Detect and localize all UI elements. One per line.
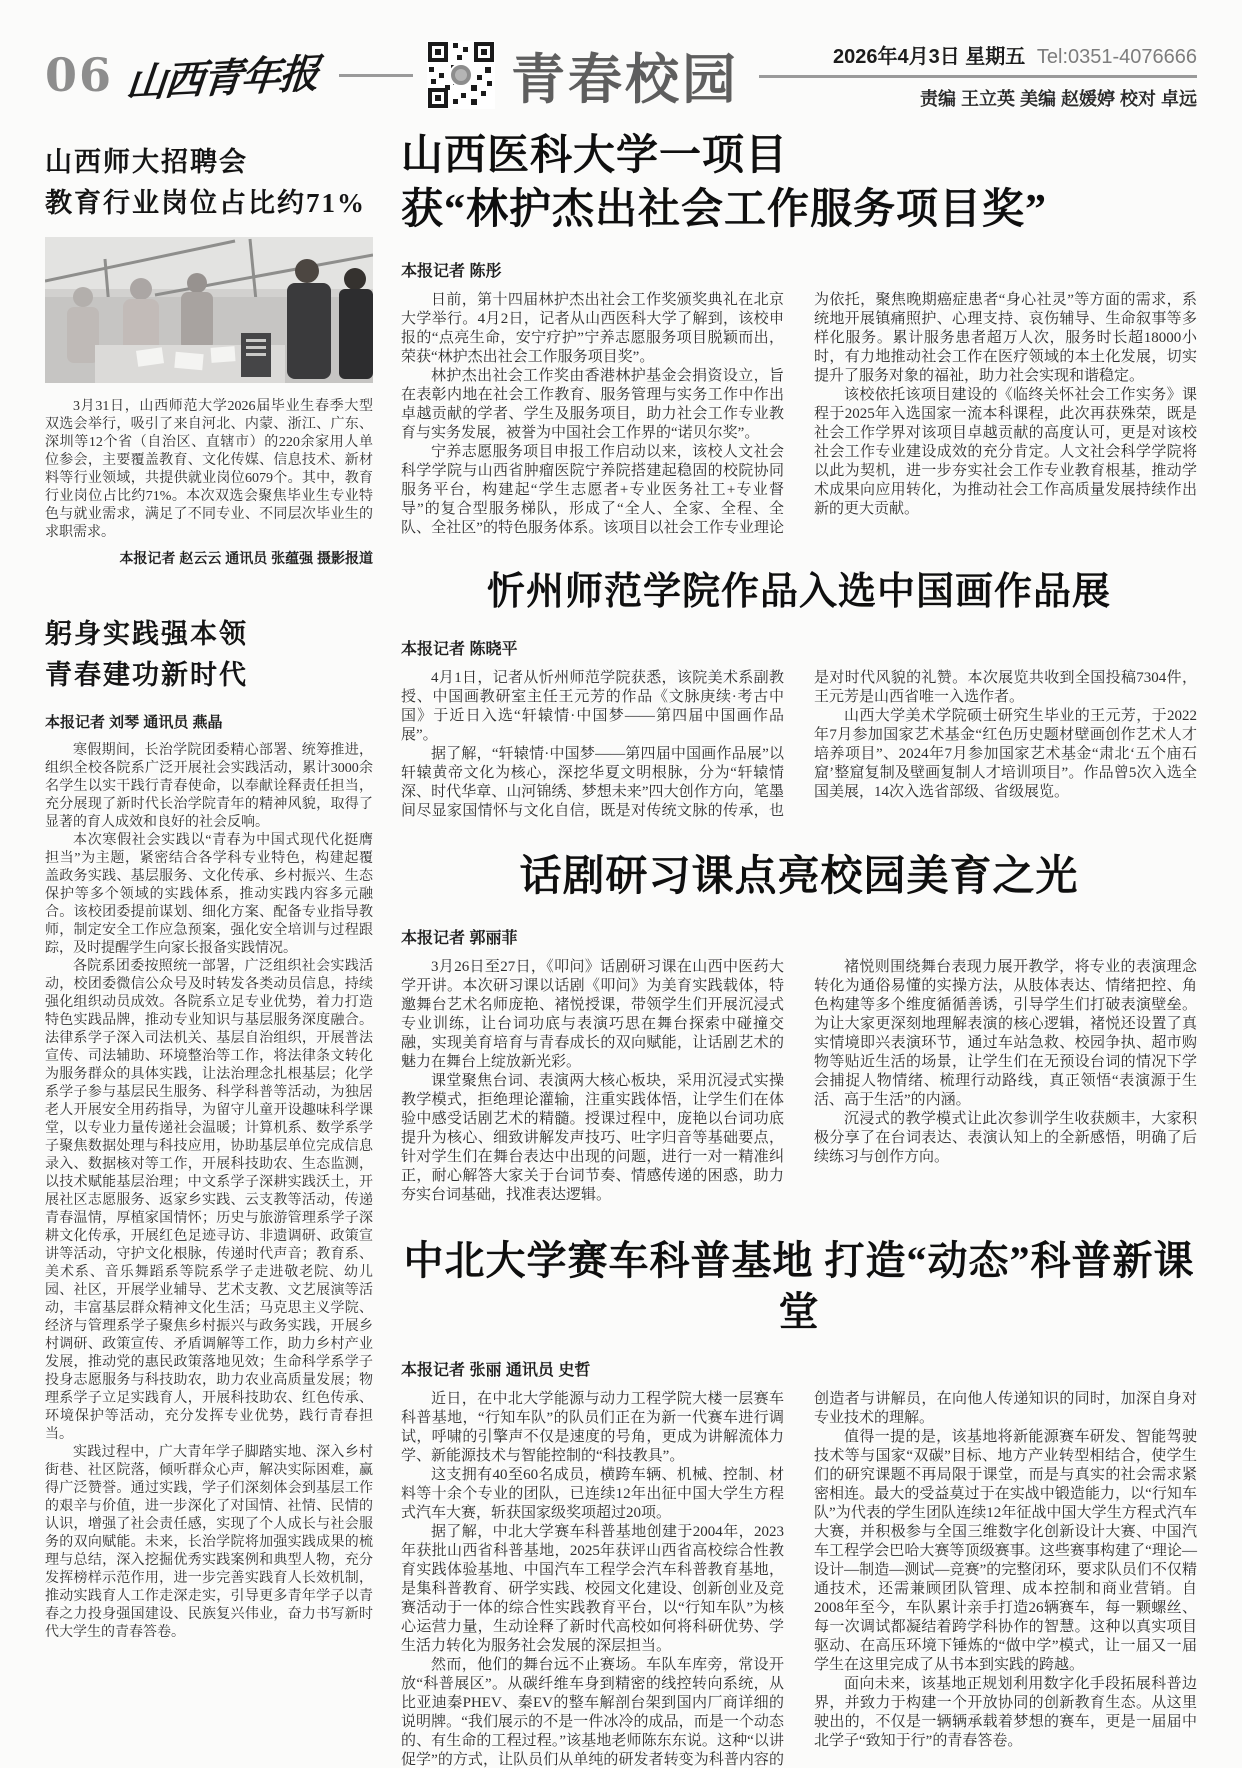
paragraph: 据了解，中北大学赛车科普基地创建于2004年，2023年获批山西省科普基地，2025年获评山西省高校综合性教育实践体验基地、中国汽车工程学会汽车科普教育基地，是集科普教育、研学实践、校园文化建设、创新创业及竞赛活动于一体的综合性实践教育平台，以“行知车队”为核心运营力量，生动诠释了新时代高校如何将科研优势、学生活力转化为服务社会发展的深层担当。: [401, 1524, 784, 1655]
header-rule-left: [339, 74, 413, 77]
paragraph: 值得一提的是，该基地将新能源赛车研发、智能驾驶技术等与国家“双碳”目标、地方产业转型相结合，使学生们的研究课题不再局限于课堂，而是与真实的社会需求紧密相连。最大的受益莫过于在实战中锻造能力，以“行知车队”为代表的学生团队连续12年征战中国大学生方程式汽车大赛，并积极参与全国三维数字化创新设计大赛、中国汽车工程学会巴哈大赛等顶级赛事。这些赛事构建了“理论—设计—制造—测试—竞赛”的完整闭环，要求队员们不仅精通技术，还需兼顾团队管理、成本控制和商业营销。自2008年至今，车队累计亲手打造26辆赛车，每一颗螺丝、每一次调试都凝结着跨学科协作的智慧。这种以真实项目驱动、在高压环境下锤炼的“做中学”模式，让一届又一届学生在这里完成了从书本到实践的跨越。: [814, 1429, 1197, 1674]
article-practice-title: [45, 614, 373, 695]
title-line: 获“林护杰出社会工作服务项目奖”: [401, 186, 1048, 233]
paragraph: 沉浸式的教学模式让此次参训学生收获颇丰，大家积极分享了在台词表达、表演认知上的全新感悟，明确了后续练习与创作方向。: [814, 1110, 1197, 1165]
section-title: 青春校园: [511, 49, 740, 110]
paragraph: 3月26日至27日，《叩问》话剧研习课在山西中医药大学开讲。本次研习课以话剧《叩问》为美育实践载体，特邀舞台艺术名师庞艳、褚悦授课，带领学生们开展沉浸式专业训练，让台词功底与表演巧思在舞台探索中碰撞交融，实现美育培育与青春成长的双向赋能，让话剧艺术的魅力在舞台上绽放新光彩。: [401, 958, 784, 1070]
paragraph: 课堂聚焦台词、表演两大核心板块，采用沉浸式实操教学模式，拒绝理论灌输，注重实践体悟，让学生们在体验中感受话剧艺术的精髓。授课过程中，庞艳以台词功底提升为核心、细致讲解发声技巧、吐字归音等基础要点，针对学生们在舞台表达中出现的问题，进行一对一精准纠正，耐心解答大家关于台词节奏、情感传递的困惑，助力夯实台词基础，找准表达逻辑。: [401, 1072, 784, 1203]
main-column: [401, 130, 1197, 1768]
title-line: 躬身实践强本领: [45, 619, 248, 649]
article-jobfair: [45, 142, 373, 568]
article-jobfair-body: [45, 398, 373, 542]
masthead-logo: 山西青年报: [124, 49, 320, 107]
issue-date: 2026年4月3日 星期五: [833, 45, 1026, 68]
article-award: [401, 130, 1197, 538]
page-header: [0, 0, 1242, 122]
paragraph: 面向未来，该基地正规划利用数字化手段拓展科普边界，并致力于构建一个开放协同的创新教育生态。从这里驶出的，不仅是一辆辆承载着梦想的赛车，更是一届届中北学子“致知于行”的青春答卷。: [814, 1676, 1197, 1750]
paragraph: 褚悦则围绕舞台表现力展开教学，将专业的表演理念转化为通俗易懂的实操方法，从肢体表达、情绪把控、角色构建等多个维度循循善诱，引导学生们打破表演壁垒。为让大家更深刻地理解表演的核心逻辑，褚悦还设置了真实情境即兴表演环节，通过车站急救、校园争执、超市购物等贴近生活的场景，让学生们在无预设台词的情况下学会捕捉人物情绪、梳理行动路线，真正领悟“表演源于生活、高于生活”的内涵。: [814, 958, 1197, 1108]
article-racing-headline: 中北大学赛车科普基地 打造“动态”科普新课堂: [403, 1237, 1195, 1335]
title-line: 山西师大招聘会: [45, 147, 248, 177]
article-award-headline: [401, 130, 1197, 238]
article-jobfair-title: [45, 142, 373, 223]
article-practice-byline: 本报记者 刘琴 通讯员 燕晶: [45, 714, 223, 731]
paragraph: 各院系团委按照统一部署，广泛组织社会实践活动，校团委微信公众号及时转发各类动员信息，持续强化组织动员成效。各院系立足专业优势，着力打造特色实践品牌，推动专业知识与基层服务深度融合。法律系学子深入司法机关、基层自治组织，开展普法宣传、司法辅助、环境整治等工作，将法律条文转化为服务群众的具体实践，让法治理念扎根基层；化学系学子参与基层民生服务、科学科普等活动，为独居老人开展安全用药指导，为留守儿童开设趣味科学课堂，以专业力量传递社会温暖；计算机系、数学系学子聚焦数据处理与科技应用，协助基层单位完成信息录入、数据核对等工作，开展科技助农、生态监测，以技术赋能基层治理；中文系学子深耕实践沃土，开展社区志愿服务、返家乡实践、云支教等活动，传递青春温情，厚植家国情怀；历史与旅游管理系学子深耕文化传承，开展红色足迹寻访、非遗调研、政策宣讲等活动，守护文化根脉，传递时代声音；教育系、美术系、音乐舞蹈系等院系学子走进敬老院、幼儿园、社区，开展学业辅导、艺术支教、文艺展演等活动，丰富基层群众精神文化生活；马克思主义学院、经济与管理系学子聚焦乡村振兴与政务实践，开展乡村调研、政策宣传、矛盾调解等工作，助力乡村产业发展，推动党的惠民政策落地见效；生命科学系学子投身志愿服务与科技助农，助力农业高质量发展；物理系学子立足实践育人，开展科技助农、红色传承、环境保护等活动，充分发挥专业优势，践行青春担当。: [45, 959, 373, 1442]
paragraph: 实践过程中，广大青年学子脚踏实地、深入乡村街巷、社区院落，倾听群众心声，解决实际困难，赢得广泛赞誉。通过实践，学子们深刻体会到基层工作的艰辛与价值，进一步深化了对国情、社情、民情的认识，增强了社会责任感，实现了个人成长与社会服务的双向赋能。未来，长治学院将加强实践成果的梳理与总结，深入挖掘优秀实践案例和典型人物，充分发挥榜样示范作用，进一步完善实践育人长效机制，推动实践育人工作走深走实，引导更多青年学子以青春之力投身强国建设、民族复兴伟业，奋力书写新时代大学生的青春答卷。: [45, 1445, 373, 1640]
editors-line: 责编 王立英 美编 赵媛婷 校对 卓远: [920, 88, 1198, 109]
article-painting-body: [401, 669, 1197, 821]
tel-number: Tel:0351-4076666: [1036, 45, 1198, 68]
article-racing-body: [401, 1390, 1197, 1768]
article-racing: [401, 1235, 1197, 1768]
article-painting-headline: 忻州师范学院作品入选中国画作品展: [486, 570, 1111, 613]
article-practice-body: [45, 742, 373, 1642]
paragraph: 日前，第十四届林护杰出社会工作奖颁奖典礼在北京大学举行。4月2日，记者从山西医科大学了解到，该校申报的“点亮生命，安宁疗护”宁养志愿服务项目脱颖而出，荣获“林护杰出社会工作服务项目奖”。: [401, 291, 784, 365]
article-drama-byline: 本报记者 郭丽菲: [401, 929, 518, 947]
qr-code-icon: [427, 41, 495, 109]
article-drama: [401, 851, 1197, 1205]
paragraph: 然而，他们的舞台远不止赛场。车队车库旁，常设开放“科普展区”。从碳纤维车身到精密的线控转向系统，从比亚迪秦PHEV、秦EV的整车解剖台架到国内厂商详细的说明牌。“我们展示的不是一件冰冷的成品，而是一个动态的、有生命的工程过程。”该基地老师陈东东说。这种“以讲促学”的方式，让队员们从单纯的研发者转变为科普内容的创造者与讲解员，在向他人传递知识的同时，加深自身对专业技术的理解。: [401, 1391, 1197, 1768]
paragraph: 寒假期间，长治学院团委精心部署、统筹推进，组织全校各院系广泛开展社会实践活动，累计3000余名学生以实干践行青春使命，以奉献诠释责任担当，充分展现了新时代长治学院青年的精神风貌，取得了显著的育人成效和良好的社会反响。: [45, 743, 373, 830]
article-racing-byline: 本报记者 张丽 通讯员 史哲: [401, 1362, 591, 1380]
article-painting: [401, 568, 1197, 822]
job-fair-photo: [45, 237, 373, 383]
page-content: [0, 122, 1242, 1768]
paragraph: 林护杰出社会工作奖由香港林护基金会捐资设立，旨在表彰内地在社会工作教育、服务管理与实务工作中作出卓越贡献的学者、学生及服务项目，助力社会工作专业教育与实务发展，被誉为中国社会工作界的“诺贝尔奖”。: [401, 367, 784, 441]
date-line: [759, 40, 1197, 69]
title-line: 教育行业岗位占比约71%: [45, 187, 366, 218]
article-jobfair-byline: 本报记者 赵云云 通讯员 张蕴强 摄影报道: [119, 550, 373, 566]
paragraph: 宁养志愿服务项目申报工作启动以来，该校人文社会科学学院与山西省肿瘤医院宁养院搭建起稳固的校院协同服务平台，构建起“学生志愿者+专业医务社工+专业督导”的复合型服务梯队，形成了“全人、全家、全程、全队、全社区”的特色服务体系。该项目以社会工作专业理论为依托，聚焦晚期癌症患者“身心社灵”等方面的需求，系统地开展镇痛照护、心理支持、哀伤辅导、生命叙事等多样化服务。累计服务患者超万人次，服务时长超18000小时，有力地推动社会工作在医疗领域的本土化发展，切实提升了服务对象的福祉，助力社会实现和谐稳定。: [401, 291, 1197, 536]
paragraph: 据了解，“轩辕情·中国梦——第四届中国画作品展”以轩辕黄帝文化为核心，深挖华夏文明根脉，分为“轩辕情深、时代华章、山河锦绣、梦想未来”四大创作方向，笔墨间尽显家国情怀与文化自信，既是对传统文脉的传承，也是对时代风貌的礼赞。本次展览共收到全国投稿7304件，王元芳是山西省唯一入选作者。: [401, 670, 1197, 820]
article-award-body: [401, 291, 1197, 538]
paragraph: 这支拥有40至60名成员，横跨车辆、机械、控制、材料等十余个专业的团队，已连续12年出征中国大学生方程式汽车大赛，斩获国家级奖项超过20项。: [401, 1467, 784, 1522]
paragraph: 4月1日，记者从忻州师范学院获悉，该院美术系副教授、中国画教研室主任王元芳的作品《文脉庚续·考古中国》于近日入选“轩辕情·中国梦——第四届中国画作品展”。: [401, 670, 784, 744]
paragraph: 山西大学美术学院硕士研究生毕业的王元芳，于2022年7月参加国家艺术基金“红色历史题材壁画创作艺术人才培养项目”、2024年7月参加国家艺术基金“肃北‘五个庙石窟’整窟复制及壁画复制人才培训项目”。作品曾5次入选全国美展，14次入选省部级、省级展览。: [814, 708, 1197, 801]
paragraph: 近日，在中北大学能源与动力工程学院大楼一层赛车科普基地，“行知车队”的队员们正在为新一代赛车进行调试，呼啸的引擎声不仅是速度的号角，更成为讲解流体力学、新能源技术与智能控制的“科技教具”。: [401, 1391, 784, 1465]
article-drama-headline: 话剧研习课点亮校园美育之光: [519, 854, 1079, 901]
article-practice: [45, 614, 373, 1642]
paragraph: 本次寒假社会实践以“青春为中国式现代化挺膺担当”为主题，紧密结合各学科专业特色，构建起覆盖政务实践、基层服务、文化传承、乡村振兴、生态保护等多个领域的实践体系，推动实践内容多元融合。该校团委提前谋划、细化方案、配备专业指导教师，制定安全工作应急预案，强化安全培训与过程跟踪，及时提醒学生向家长报备实践情况。: [45, 833, 373, 956]
paragraph: 该校依托该项目建设的《临终关怀社会工作实务》课程于2025年入选国家一流本科课程，此次再获殊荣，既是社会工作学界对该项目卓越贡献的高度认可，更是对该校社会工作专业建设成效的充分肯定。人文社会科学学院将以此为契机，进一步夯实社会工作专业教育根基，推动学术成果向应用转化，为推动社会工作高质量发展持续作出新的更大贡献。: [814, 386, 1197, 517]
title-line: 山西医科大学一项目: [401, 133, 789, 179]
header-rule-right: [759, 75, 1197, 78]
header-right-block: [759, 40, 1197, 111]
page-number: 06: [45, 48, 114, 102]
article-drama-body: [401, 958, 1197, 1205]
left-column: [45, 130, 373, 1768]
paragraph: 3月31日，山西师范大学2026届毕业生春季大型双选会举行，吸引了来自河北、内蒙、浙江、广东、深圳等12个省（自治区、直辖市）的220余家用人单位参会，主要覆盖教育、文化传媒、信息技术、新材料等行业领域，共提供就业岗位6079个。其中，教育行业岗位占比约71%。本次双选会聚焦毕业生专业特色与就业需求，满足了不同专业、不同层次毕业生的求职需求。: [45, 399, 373, 540]
title-line: 青春建功新时代: [45, 659, 248, 690]
article-award-byline: 本报记者 陈彤: [401, 262, 502, 280]
article-painting-byline: 本报记者 陈晓平: [401, 641, 518, 659]
